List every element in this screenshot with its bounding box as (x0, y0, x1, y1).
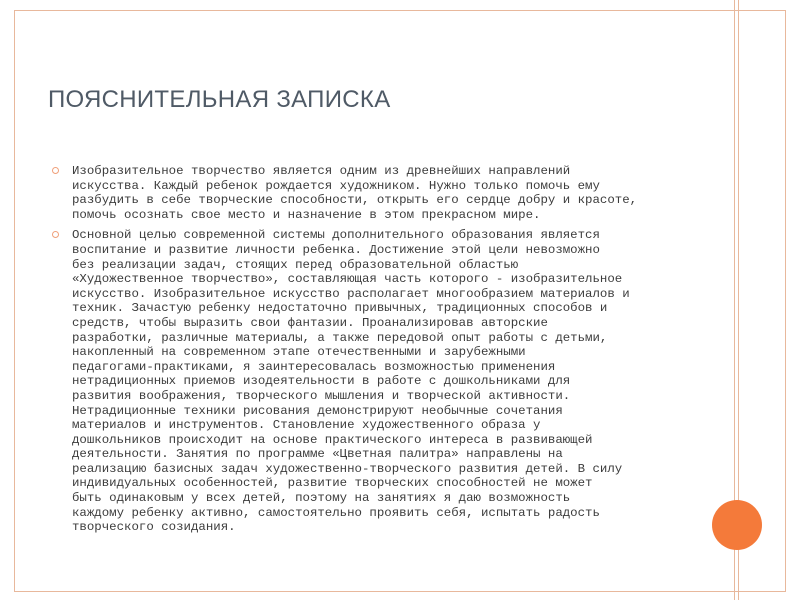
ring-bullet-icon (52, 167, 59, 174)
paragraph-1 (50, 164, 690, 222)
paragraph-line: материалов и инструментов. Становление художественного образа у (72, 418, 541, 433)
paragraph-line: каждому ребенку активно, самостоятельно проявить себя, испытать радость (72, 505, 600, 520)
paragraph-line: педагогами-практиками, я заинтересовалась возможностью применения (72, 359, 556, 374)
paragraph-line: без реализации задач, стоящих перед образовательной областью (72, 257, 519, 272)
paragraph-line: развития воображения, творческого мышления и творческой активности. (72, 388, 571, 403)
paragraph-line: разбудить в себе творческие способности, открыть его сердце добру и красоте, (72, 193, 638, 208)
paragraph-line: нетрадиционных приемов изодеятельности в работе с дошкольниками для (72, 374, 571, 389)
paragraph-line: деятельности. Занятия по программе «Цветная палитра» направлены на (72, 447, 563, 462)
paragraph-2 (50, 228, 690, 534)
paragraph-line: дошкольников происходит на основе практического интереса в развивающей (72, 432, 593, 447)
paragraph-line: Нетрадиционные техники рисования демонстрируют необычные сочетания (72, 403, 563, 418)
orange-circle-decoration (712, 500, 762, 550)
paragraph-line: реализацию базисных задач художественно-творческого развития детей. В силу (72, 461, 623, 476)
paragraph-line: помочь осознать свое место и назначение в этом прекрасном мире. (72, 207, 541, 222)
ring-bullet-icon (52, 231, 59, 238)
paragraph-line: накопленный на современном этапе отечественными и зарубежными (72, 345, 526, 360)
paragraph-line: разработки, различные материалы, а также передовой опыт работы с детьми, (72, 330, 608, 345)
paragraph-line: творческого созидания. (72, 520, 236, 535)
slide-title: ПОЯСНИТЕЛЬНАЯ ЗАПИСКА (48, 86, 391, 113)
paragraph-line: Изобразительное творчество является одним из древнейших направлений (72, 164, 571, 178)
paragraph-line: искусства. Каждый ребенок рождается художником. Нужно только помочь ему (72, 178, 600, 193)
paragraph-line: искусство. Изобразительное искусство располагает многообразием материалов и (72, 286, 630, 301)
slide-body (50, 164, 690, 541)
paragraph-line: воспитание и развитие личности ребенка. Достижение этой цели невозможно (72, 242, 600, 257)
paragraph-line: средств, чтобы выразить свои фантазии. Проанализировав авторские (72, 315, 548, 330)
paragraph-line: быть одинаковым у всех детей, поэтому на занятиях я даю возможность (72, 491, 571, 506)
paragraph-line: техник. Зачастую ребенку недостаточно привычных, традиционных способов и (72, 301, 608, 316)
paragraph-line: Основной целью современной системы дополнительного образования является (72, 228, 600, 243)
paragraph-line: индивидуальных особенностей, развитие творческих способностей не может (72, 476, 593, 491)
paragraph-line: «Художественное творчество», составляющая часть которого - изобразительное (72, 272, 623, 287)
